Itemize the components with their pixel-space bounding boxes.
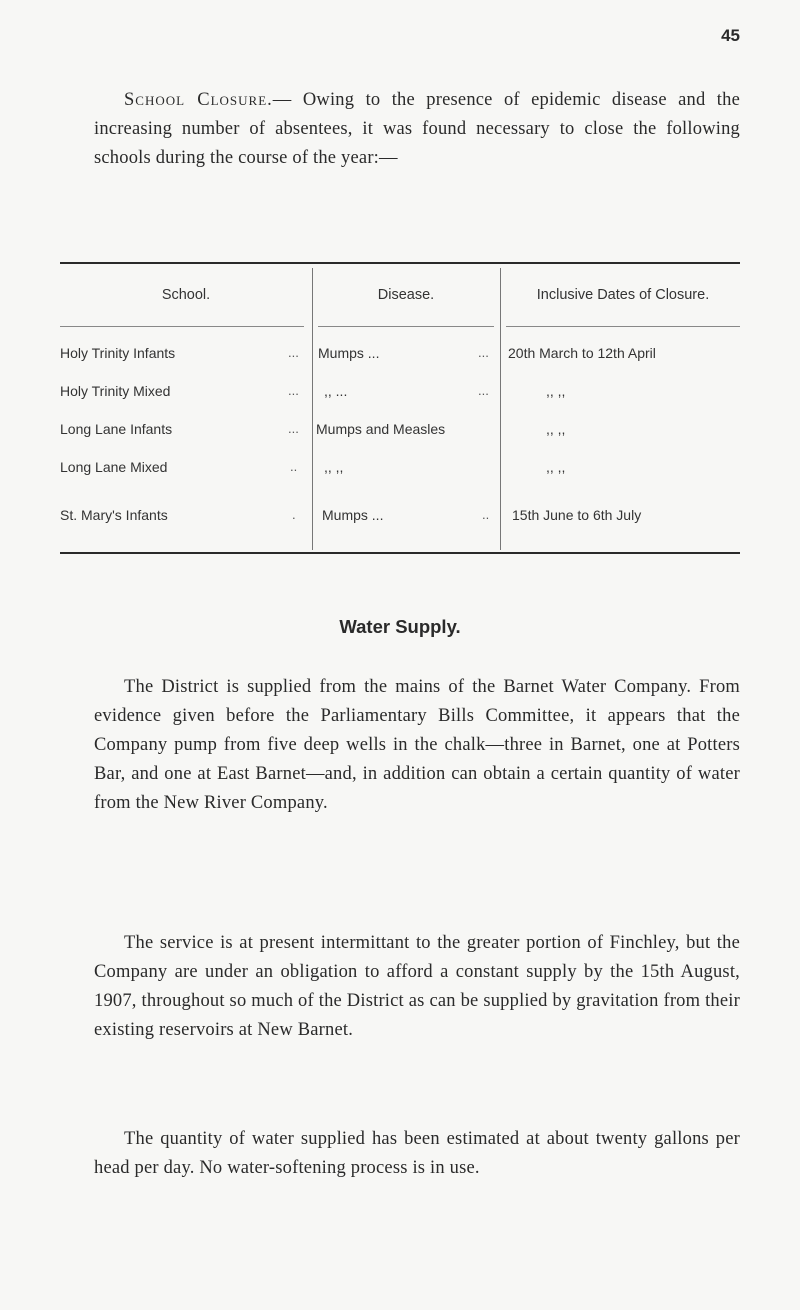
row-3-disease: Mumps and Measles bbox=[316, 421, 446, 437]
leader-dots: . bbox=[292, 507, 296, 522]
section-heading: Water Supply. bbox=[339, 616, 461, 637]
row-1-disease: Mumps ... bbox=[318, 345, 380, 361]
leader-dots: .. bbox=[290, 459, 298, 474]
table-top-rule bbox=[60, 262, 740, 264]
row-3-dates: ,, ,, bbox=[546, 421, 566, 437]
header-dates: Inclusive Dates of Closure. bbox=[536, 287, 710, 303]
row-5-disease: Mumps ... bbox=[322, 507, 384, 523]
page-number: 45 bbox=[721, 26, 740, 45]
water-paragraph-3: The quantity of water supplied has been estimated at about twenty gallons per head per day. No water-softening process is in use. bbox=[94, 1129, 740, 1178]
row-2-school: Holy Trinity Mixed bbox=[60, 383, 171, 399]
row-2-dates: ,, ,, bbox=[546, 383, 566, 399]
leader-dots: ... bbox=[288, 383, 299, 398]
section-lead: School Closure. bbox=[124, 90, 273, 110]
leader-dots: ... bbox=[478, 383, 489, 398]
leader-dots: .. bbox=[482, 507, 490, 522]
intro-text: — Owing to the presence of epidemic disease and the increasing number of absentees, it was found necessary to close the following schools during the course of the year:— bbox=[94, 90, 740, 168]
row-1-dates: 20th March to 12th April bbox=[508, 345, 656, 361]
row-4-dates: ,, ,, bbox=[546, 459, 566, 475]
header-rule bbox=[506, 326, 740, 327]
row-4-disease: ,, ,, bbox=[324, 459, 344, 475]
row-5-dates: 15th June to 6th July bbox=[512, 507, 642, 523]
row-4-school: Long Lane Mixed bbox=[60, 459, 168, 475]
school-closure-table bbox=[60, 262, 740, 554]
column-divider bbox=[500, 268, 501, 550]
header-rule bbox=[60, 326, 304, 327]
row-3-school: Long Lane Infants bbox=[60, 421, 173, 437]
leader-dots: ... bbox=[288, 345, 299, 360]
water-paragraph-1: The District is supplied from the mains of the Barnet Water Company. From evidence given before the Parliamentary Bills Committee, it appears that the Company pump from five deep wells in the chalk—three in Barnet, one at Potters Bar, and one at East Barnet—and, in addition can obtain a certain quantity of water from the New River Company. bbox=[94, 677, 740, 813]
row-5-school: St. Mary's Infants bbox=[60, 507, 168, 523]
header-rule bbox=[318, 326, 494, 327]
header-school: School. bbox=[161, 287, 211, 303]
row-1-school: Holy Trinity Infants bbox=[60, 345, 176, 361]
water-paragraph-2: The service is at present intermittant to the greater portion of Finchley, but the Company are under an obligation to afford a constant supply by the 15th August, 1907, throughout so much of the District as can be supplied by gravitation from their existing reservoirs at New Barnet. bbox=[94, 933, 740, 1040]
intro-paragraph bbox=[94, 86, 740, 173]
row-2-disease: ,, ... bbox=[324, 383, 348, 399]
column-divider bbox=[312, 268, 313, 550]
header-disease: Disease. bbox=[377, 287, 435, 303]
table-bottom-rule bbox=[60, 552, 740, 554]
leader-dots: ... bbox=[288, 421, 299, 436]
leader-dots: ... bbox=[478, 345, 489, 360]
